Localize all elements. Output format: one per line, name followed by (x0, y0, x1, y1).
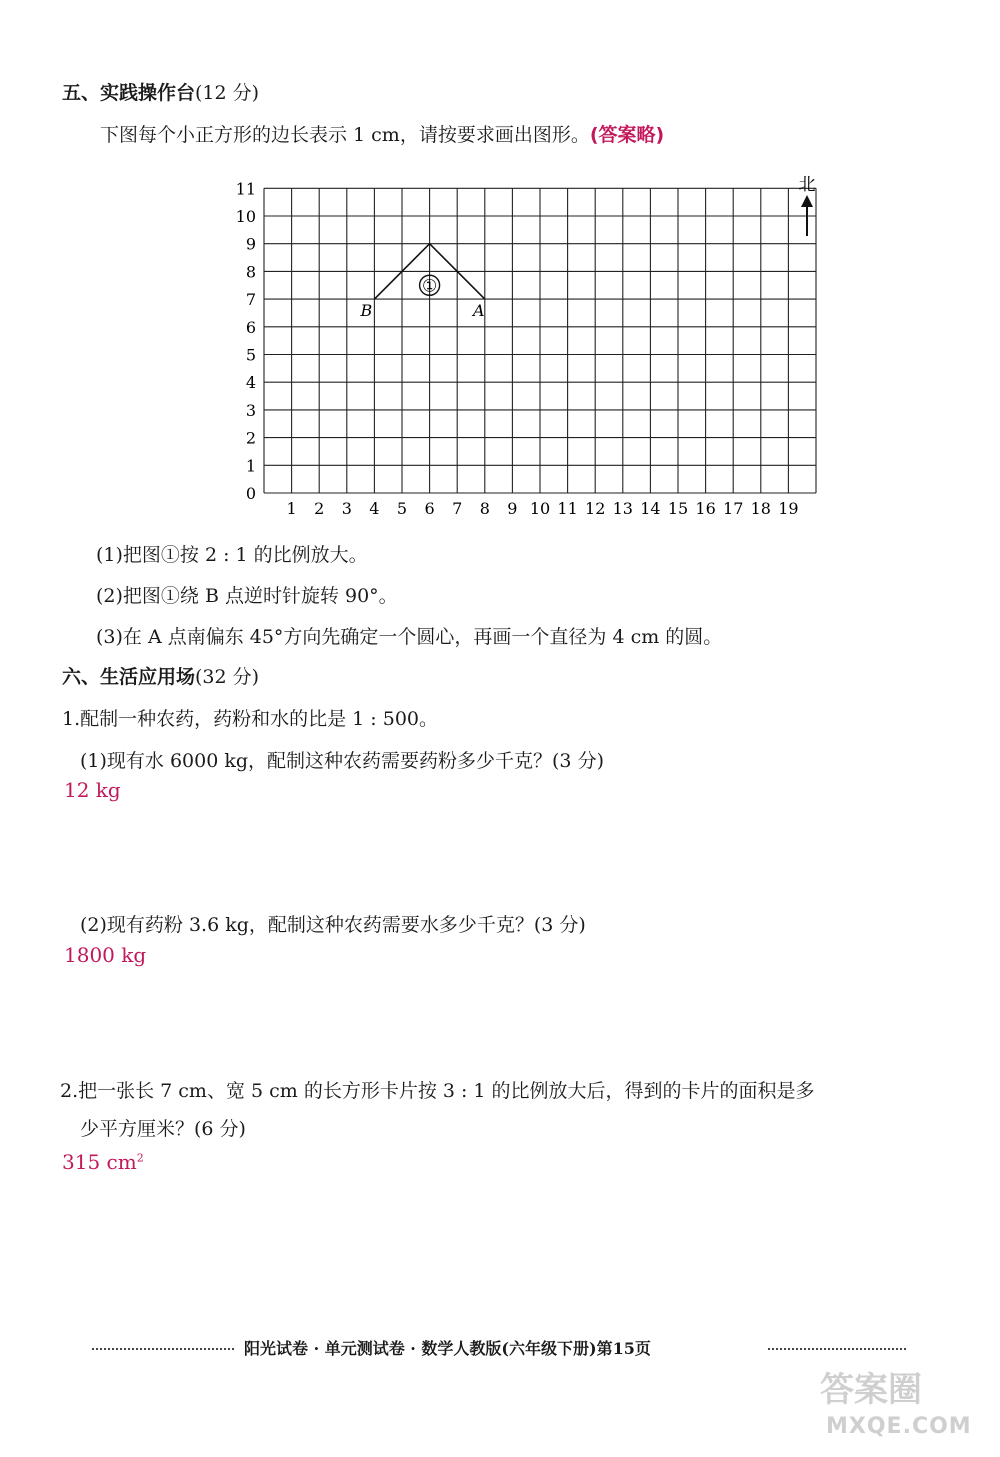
section6-points: (32 分) (195, 666, 260, 688)
north-label: 北 (798, 175, 816, 195)
q1-sub2: (2)现有药粉 3.6 kg，配制这种农药需要水多少千克？(3 分) (80, 914, 586, 936)
y-tick-label: 9 (245, 234, 256, 254)
section5-points: (12 分) (195, 82, 260, 104)
x-tick-label: 15 (667, 499, 689, 518)
x-axis-labels (287, 499, 799, 518)
q1-answer1: 12 kg (64, 778, 121, 802)
section5-instruction: 下图每个小正方形的边长表示 1 cm，请按要求画出图形。 (100, 124, 590, 146)
q1-stem: 1.配制一种农药，药粉和水的比是 1 : 500。 (62, 708, 439, 730)
north-arrow-icon (801, 195, 813, 207)
task-3: (3)在 A 点南偏东 45°方向先确定一个圆心，再画一个直径为 4 cm 的圆。 (96, 626, 723, 648)
x-tick-label: 14 (640, 499, 661, 518)
footer-text: 阳光试卷 · 单元测试卷 · 数学人教版(六年级下册)第15页 (244, 1339, 651, 1358)
shape-label: ① (421, 276, 438, 297)
y-tick-label: 8 (245, 262, 256, 282)
x-tick-label: 2 (314, 499, 325, 518)
x-tick-label: 5 (396, 499, 408, 518)
x-tick-label: 9 (507, 499, 518, 518)
y-tick-label: 4 (245, 373, 256, 393)
section5-instruction-line (100, 120, 664, 147)
x-tick-label: 6 (424, 499, 435, 518)
y-tick-label: 11 (235, 179, 256, 199)
task-1: (1)把图①按 2 : 1 的比例放大。 (96, 544, 368, 566)
watermark-logo (820, 1362, 922, 1411)
footer-dots-right (768, 1348, 906, 1350)
q2-answer-value: 315 cm (62, 1150, 137, 1174)
x-tick-label: 17 (723, 499, 744, 518)
y-tick-label: 3 (245, 400, 256, 420)
footer-dots-left (92, 1348, 234, 1350)
watermark-top: 答案圈 (820, 1370, 922, 1410)
point-a-label: A (473, 301, 485, 321)
x-tick-label: 18 (750, 499, 771, 518)
x-tick-label: 16 (695, 499, 716, 518)
x-tick-label: 12 (585, 499, 606, 518)
y-tick-label: 1 (245, 456, 256, 476)
x-tick-label: 4 (369, 499, 380, 518)
x-tick-label: 8 (479, 499, 490, 518)
q2-stem-line1: 2.把一张长 7 cm、宽 5 cm 的长方形卡片按 3 : 1 的比例放大后，得到的卡片的面积是多 (60, 1080, 815, 1102)
q1-answer2: 1800 kg (64, 943, 147, 967)
y-tick-label: 10 (235, 207, 256, 226)
q2-stem-line2: 少平方厘米？(6 分) (80, 1118, 246, 1140)
coordinate-grid (220, 165, 820, 525)
y-tick-label: 0 (245, 484, 256, 503)
x-tick-label: 11 (557, 499, 578, 518)
section6-heading (62, 662, 259, 689)
y-axis-labels (236, 179, 256, 503)
watermark-url: MXQE.COM (826, 1414, 972, 1439)
q1-sub1: (1)现有水 6000 kg，配制这种农药需要药粉多少千克？(3 分) (80, 750, 604, 772)
y-tick-label: 2 (245, 428, 256, 448)
q2-answer (62, 1150, 144, 1174)
x-tick-label: 7 (452, 499, 463, 518)
q2-answer-exponent: 2 (136, 1151, 144, 1165)
answer-omitted-note: (答案略) (589, 124, 665, 146)
section5-heading (62, 78, 259, 105)
x-tick-label: 10 (529, 499, 551, 518)
x-tick-label: 19 (778, 499, 799, 518)
x-tick-label: 13 (612, 499, 633, 518)
grid-lines (264, 188, 816, 493)
y-tick-label: 7 (245, 290, 256, 310)
section6-title: 六、生活应用场 (62, 666, 196, 688)
section5-title: 五、实践操作台 (62, 82, 196, 104)
point-b-label: B (360, 301, 373, 321)
x-tick-label: 1 (286, 499, 297, 518)
x-tick-label: 3 (341, 499, 352, 518)
task-2: (2)把图①绕 B 点逆时针旋转 90°。 (96, 585, 398, 607)
y-tick-label: 5 (245, 345, 256, 365)
y-tick-label: 6 (245, 317, 256, 337)
